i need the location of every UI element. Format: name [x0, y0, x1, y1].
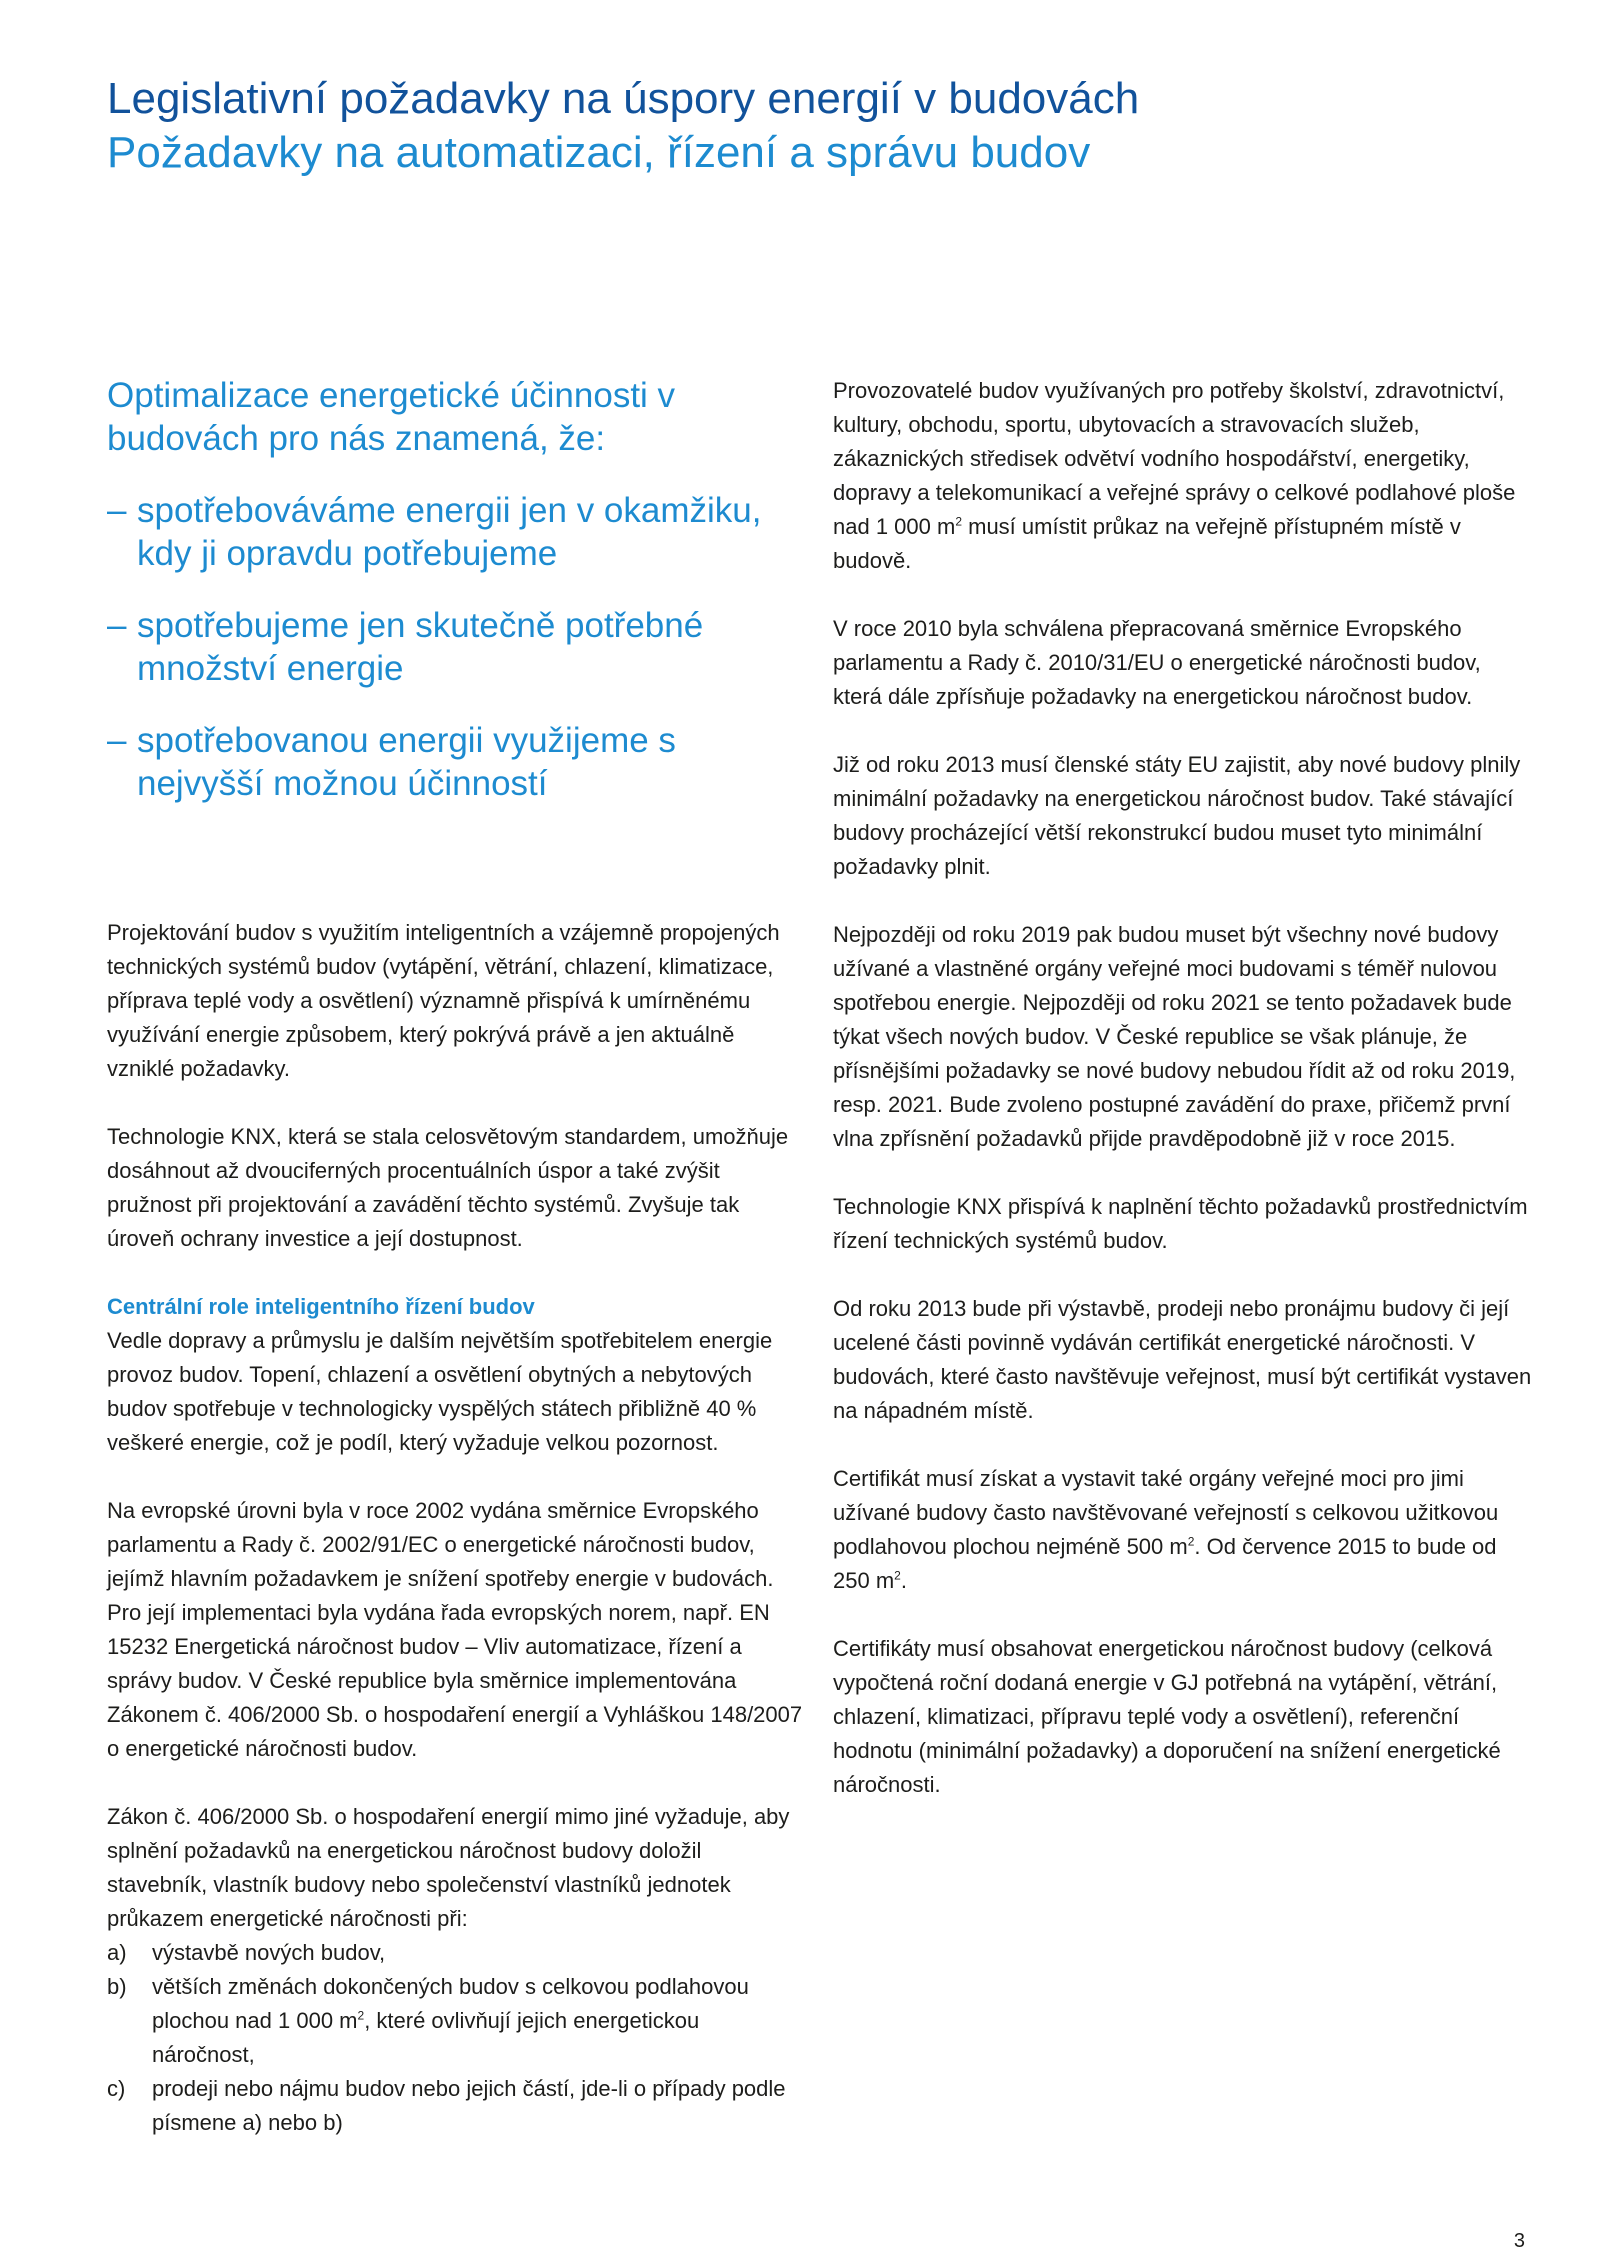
left-body: [107, 916, 807, 2140]
page-title: Legislativní požadavky na úspory energií v budovách: [107, 74, 1140, 123]
section-heading: Centrální role inteligentního řízení budov: [107, 1294, 535, 1319]
paragraph: Již od roku 2013 musí členské státy EU zajistit, aby nové budovy plnily minimální požadavky na energetickou náročnost budov. Také stávající budovy procházející větší rekonstrukcí budou muset tyto minimální požadavky plnit.: [833, 752, 1521, 879]
superscript: 2: [357, 2008, 365, 2023]
paragraph: Na evropské úrovni byla v roce 2002 vydána směrnice Evropského parlamentu a Rady č. 2002/91/EC o energetické náročnosti budov, jejímž hlavním požadavkem je snížení spotřeby energie v budovách. Pro její implementaci byla vydána řada evropských norem, např. EN 15232 Energetická náročnost budov – Vliv automatizace, řízení a správy budov. V České republice byla směrnice implementována Zákonem č. 406/2000 Sb. o hospodaření energií a Vyhláškou 148/2007 o energetické náročnosti budov.: [107, 1498, 803, 1761]
page-subtitle: Požadavky na automatizaci, řízení a správu budov: [107, 128, 1091, 177]
list-marker: a): [107, 1940, 127, 1965]
lead-intro: Optimalizace energetické účinnosti v budovách pro nás znamená, že:: [107, 376, 676, 458]
list-marker: c): [107, 2076, 126, 2101]
lead-section: [107, 374, 807, 805]
superscript: 2: [894, 1568, 901, 1583]
paragraph: V roce 2010 byla schválena přepracovaná směrnice Evropského parlamentu a Rady č. 2010/31/EU o energetické náročnosti budov, která dále zpřísňuje požadavky na energetickou náročnost budov.: [833, 616, 1481, 709]
text-part: musí umístit průkaz na veřejně přístupném místě v budově.: [833, 514, 1461, 573]
list-item-text: výstavbě nových budov,: [152, 1940, 386, 1965]
page-header: [107, 72, 1507, 180]
paragraph: Zákon č. 406/2000 Sb. o hospodaření energií mimo jiné vyžaduje, aby splnění požadavků na energetickou náročnost budovy doložil stavebník, vlastník budovy nebo společenství vlastníků jednotek průkazem energetické náročnosti při:: [107, 1804, 790, 1931]
lead-item-text: spotřebováváme energii jen v okamžiku, kdy ji opravdu potřebujeme: [137, 491, 762, 573]
list-item: [107, 2072, 807, 2140]
dash-marker: –: [107, 721, 127, 760]
list-item: [107, 1936, 807, 1970]
paragraph: Nejpozději od roku 2019 pak budou muset být všechny nové budovy užívané a vlastněné orgány veřejné moci budovami s téměř nulovou spotřebou energie. Nejpozději od roku 2021 se tento požadavek bude týkat všech nových budov. V České republice se však plánuje, že přísnějšími požadavky se nové budovy nebudou řídit až od roku 2019, resp. 2021. Bude zvoleno postupné zavádění do praxe, přičemž první vlna zpřísnění požadavků přijde pravděpodobně již v roce 2015.: [833, 922, 1516, 1151]
lead-list-item: [107, 489, 807, 575]
paragraph: Technologie KNX přispívá k naplnění těchto požadavků prostřednictvím řízení technických systémů budov.: [833, 1194, 1528, 1253]
lead-list-item: [107, 719, 807, 805]
right-column: [833, 374, 1533, 1836]
left-column: [107, 374, 807, 2140]
paragraph: Projektování budov s využitím inteligentních a vzájemně propojených technických systémů budov (vytápění, větrání, chlazení, klimatizace, příprava teplé vody a osvětlení) významně přispívá k umírněnému využívání energie způsobem, který pokrývá právě a jen aktuálně vzniklé požadavky.: [107, 920, 780, 1081]
section-with-heading: [107, 1290, 807, 1460]
paragraph: Technologie KNX, která se stala celosvětovým standardem, umožňuje dosáhnout až dvouciferných procentuálních úspor a také zvýšit pružnost při projektování a zavádění těchto systémů. Zvyšuje tak úroveň ochrany investice a její dostupnost.: [107, 1124, 789, 1251]
paragraph: Od roku 2013 bude při výstavbě, prodeji nebo pronájmu budovy či její ucelené části povinně vydáván certifikát energetické náročnosti. V budovách, které často navštěvuje veřejnost, musí být certifikát vystaven na nápadném místě.: [833, 1296, 1532, 1423]
dash-marker: –: [107, 491, 127, 530]
text-part: . Od července 2015 to bude od 250 m: [833, 1534, 1497, 1593]
lead-list: [107, 489, 807, 805]
list-item-text-part: větších změnách dokončených budov s celkovou podlahovou plochou nad 1 000 m: [152, 1974, 749, 2033]
paragraph: [833, 374, 1533, 578]
lead-item-text: spotřebujeme jen skutečně potřebné množství energie: [137, 606, 704, 688]
lead-item-text: spotřebovanou energii využijeme s nejvyšší možnou účinností: [137, 721, 676, 803]
list-item-text: prodeji nebo nájmu budov nebo jejich částí, jde-li o případy podle písmene a) nebo b): [152, 2076, 786, 2135]
page-number: 3: [1513, 2230, 1525, 2252]
list-marker: b): [107, 1974, 127, 1999]
paragraph: [833, 1462, 1533, 1598]
superscript: 2: [1187, 1534, 1195, 1549]
dash-marker: –: [107, 606, 127, 645]
list-item: [107, 1970, 807, 2072]
lettered-list: [107, 1936, 807, 2140]
text-part: .: [900, 1568, 907, 1593]
lead-list-item: [107, 604, 807, 690]
text-part: Provozovatelé budov využívaných pro potřeby školství, zdravotnictví, kultury, obchodu, sportu, ubytovacích a stravovacích služeb, zákaznických středisek odvětví vodního hospodářství, energetiky, dopravy a telekomunikací a veřejné správy o celkové podlahové ploše nad 1 000 m: [833, 378, 1516, 539]
paragraph: Vedle dopravy a průmyslu je dalším největším spotřebitelem energie provoz budov. Topení, chlazení a osvětlení obytných a nebytových budov spotřebuje v technologicky vyspělých státech přibližně 40 % veškeré energie, což je podíl, který vyžaduje velkou pozornost.: [107, 1328, 773, 1455]
list-item-text-part: , které ovlivňují jejich energetickou náročnost,: [152, 2008, 700, 2067]
paragraph: Certifikáty musí obsahovat energetickou náročnost budovy (celková vypočtená roční dodaná energie v GJ potřebná na vytápění, větrání, chlazení, klimatizaci, přípravu teplé vody a osvětlení), referenční hodnotu (minimální požadavky) a doporučení na snížení energetické náročnosti.: [833, 1636, 1501, 1797]
text-part: Certifikát musí získat a vystavit také orgány veřejné moci pro jimi užívané budovy často navštěvované veřejností s celkovou užitkovou podlahovou plochou nejméně 500 m: [833, 1466, 1499, 1559]
superscript: 2: [955, 514, 962, 529]
